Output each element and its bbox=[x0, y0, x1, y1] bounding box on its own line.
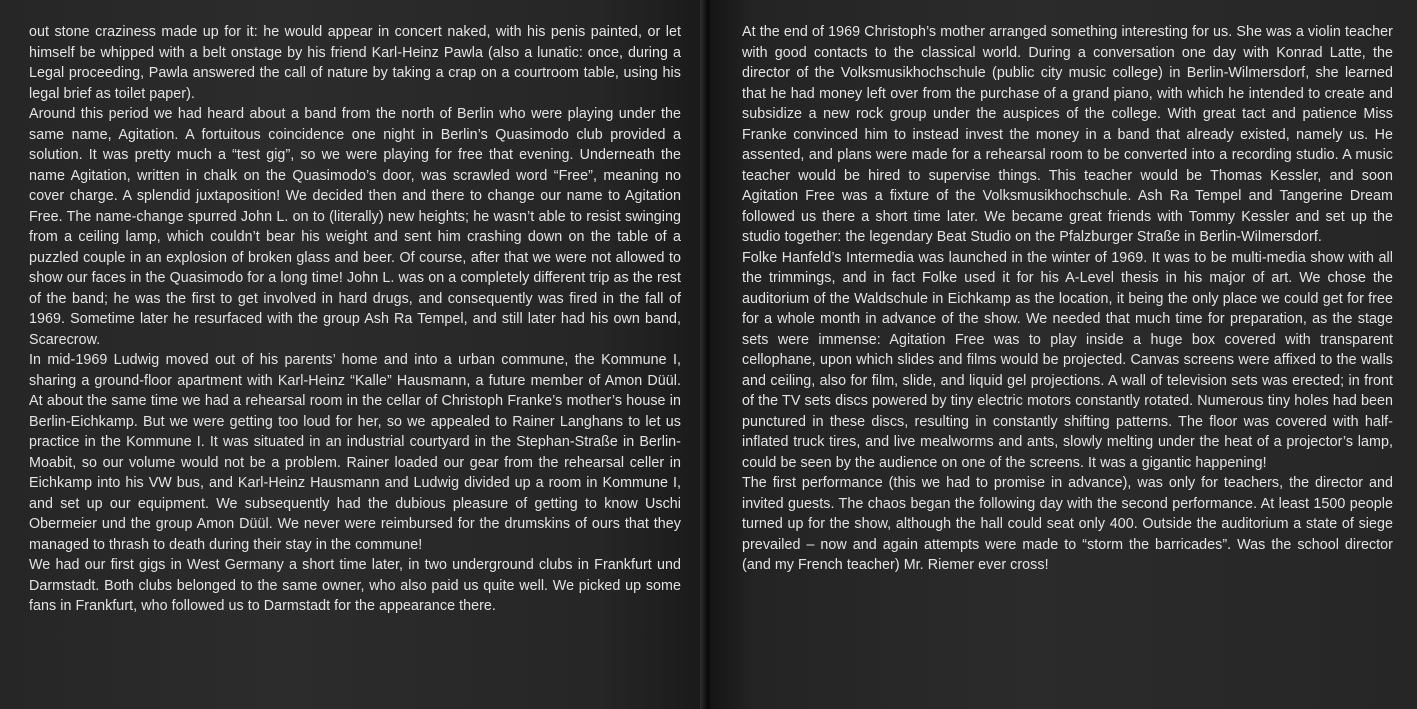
left-page bbox=[0, 0, 706, 709]
right-paragraph-1: At the end of 1969 Christoph’s mother arranged something interesting for us. She was a violin teacher with good contacts to the classical world. During a conversation one day with Konrad Latte, the director of the Volksmusikhochschule (public city music college) in Berlin-Wilmersdorf, she learned that he had money left over from the purchase of a grand piano, with which he intended to create and subsidize a new rock group under the auspices of the college. With great tact and patience Miss Franke convinced him to instead invest the money in a band that already existed, namely us. He assented, and plans were made for a rehearsal room to be converted into a recording studio. A music teacher would be hired to supervise things. This teacher would be Thomas Kessler, and soon Agitation Free was a fixture of the Volksmusikhochschule. Ash Ra Tempel and Tangerine Dream followed us there a short time later. We became great friends with Tommy Kessler and set up the studio together: the legendary Beat Studio on the Pfalzburger Straße in Berlin-Wilmersdorf. bbox=[742, 24, 1393, 245]
right-paragraph-2: Folke Hanfeld’s Intermedia was launched in the winter of 1969. It was to be multi-media show with all the trimmings, and in fact Folke used it for his A-Level thesis in his major of art. We chose the auditorium of the Waldschule in Eichkamp as the location, it being the only place we could get for free for a whole month in advance of the show. We needed that much time for preparation, as the stage sets were immense: Agitation Free was to play inside a huge box covered with transparent cellophane, upon which slides and films would be projected. Canvas screens were affixed to the walls and ceiling, also for film, slide, and liquid gel projections. A wall of television sets was erected; in front of the TV sets discs powered by tiny electric motors constantly rotated. Numerous tiny holes had been punctured in these discs, resulting in constantly shifting patterns. The floor was covered with half-inflated truck tires, and live mealworms and ants, slowly melting under the heat of a projector’s lamp, could be seen by the audience on one of the screens. It was a gigantic happening! bbox=[742, 249, 1393, 471]
left-paragraph-4: We had our first gigs in West Germany a short time later, in two underground clubs in Frankfurt und Darmstadt. Both clubs belonged to the same owner, who also paid us quite well. We picked up some fans in Frankfurt, who followed us to Darmstadt for the appearance there. bbox=[29, 557, 681, 614]
left-page-text bbox=[29, 22, 681, 617]
right-page bbox=[712, 0, 1417, 709]
left-paragraph-2: Around this period we had heard about a band from the north of Berlin who were playing under the same name, Agitation. A fortuitous coincidence one night in Berlin’s Quasimodo club provided a solution. It was pretty much a “test gig”, so we were playing for free that evening. Underneath the name Agitation, written in chalk on the Quasimodo’s door, was scrawled word “Free”, meaning no cover charge. A splendid juxtaposition! We decided then and there to change our name to Agitation Free. The name-change spurred John L. on to (literally) new heights; he wasn’t able to resist swinging from a ceiling lamp, which couldn’t bear his weight and sent him crashing down on the table of a puzzled couple in an explosion of broken glass and beer. Of course, after that we were not allowed to show our faces in the Quasimodo for a long time! John L. was on a completely different trip as the rest of the band; he was the first to get involved in hard drugs, and consequently was fired in the fall of 1969. Sometime later he resurfaced with the group Ash Ra Tempel, and still later had his own band, Scarecrow. bbox=[29, 106, 681, 348]
right-page-text bbox=[742, 22, 1393, 576]
left-paragraph-1: out stone craziness made up for it: he would appear in concert naked, with his penis painted, or let himself be whipped with a belt onstage by his friend Karl-Heinz Pawla (also a lunatic: once, during a Legal proceeding, Pawla answered the call of nature by taking a crap on a courtroom table, using his legal brief as toilet paper). bbox=[29, 24, 681, 102]
left-paragraph-3: In mid-1969 Ludwig moved out of his parents’ home and into a urban commune, the Kommune I, sharing a ground-floor apartment with Karl-Heinz “Kalle” Hausmann, a future member of Amon Düül. At about the same time we had a rehearsal room in the cellar of Christoph Franke’s mother’s house in Berlin-Eichkamp. But we were getting too loud for her, so we appealed to Rainer Langhans to let us practice in the Kommune I. It was situated in an industrial courtyard in the Stephan-Straße in Berlin-Moabit, so our volume would not be a problem. Rainer loaded our gear from the rehearsal celler in Eichkamp into his VW bus, and Karl-Heinz Hausmann and Ludwig divided up a room in Kommune I, and set up our equipment. We subsequently had the dubious pleasure of getting to know Uschi Obermeier und the group Amon Düül. We never were reimbursed for the drumskins of ours that they managed to thrash to death during their stay in the commune! bbox=[29, 352, 681, 553]
right-paragraph-3: The first performance (this we had to promise in advance), was only for teachers, the director and invited guests. The chaos began the following day with the second performance. At least 1500 people turned up for the show, although the hall could seat only 400. Outside the auditorium a state of siege prevailed – now and again attempts were made to “storm the barricades”. Was the school director (and my French teacher) Mr. Riemer ever cross! bbox=[742, 475, 1393, 573]
